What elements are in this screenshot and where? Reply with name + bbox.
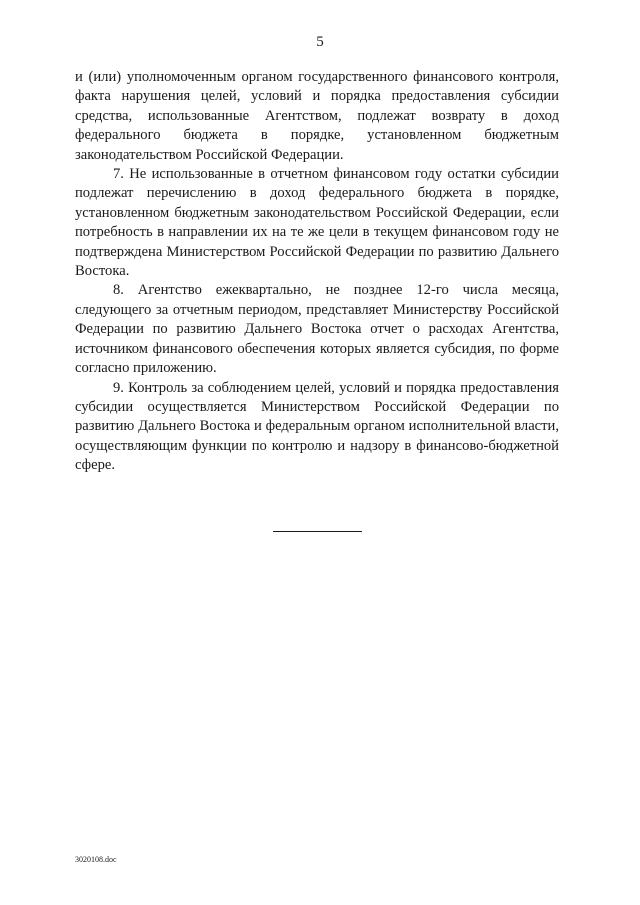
document-body [75, 68, 559, 476]
page-number: 5 [316, 34, 324, 50]
end-of-document-rule [273, 531, 362, 532]
file-name-footer: 3020108.doc [75, 855, 117, 864]
paragraph-continuation: и (или) уполномоченным органом государственного финансового контроля, факта нарушения целей, условий и порядка предоставления субсидии средства, использованные Агентством, подлежат возврату в доход федерального бюджета в порядке, установленном бюджетным законодательством Российской Федерации. [75, 69, 559, 163]
paragraph-8: 8. Агентство ежеквартально, не позднее 12-го числа месяца, следующего за отчетным периодом, представляет Министерству Российской Федерации по развитию Дальнего Востока отчет о расходах Агентства, источником финансового обеспечения которых является субсидия, по форме согласно приложению. [75, 282, 559, 377]
paragraph-7: 7. Не использованные в отчетном финансовом году остатки субсидии подлежат перечислению в доход федерального бюджета в порядке, установленном бюджетным законодательством Российской Федерации, если потребность в направлении их на те же цели в текущем финансовом году не подтверждена Министерством Российской Федерации по развитию Дальнего Востока. [75, 166, 559, 280]
paragraph-9: 9. Контроль за соблюдением целей, условий и порядка предоставления субсидии осуществляется Министерством Российской Федерации по развитию Дальнего Востока и федеральным органом исполнительной власти, осуществляющим функции по контролю и надзору в финансово-бюджетной сфере. [75, 379, 559, 474]
